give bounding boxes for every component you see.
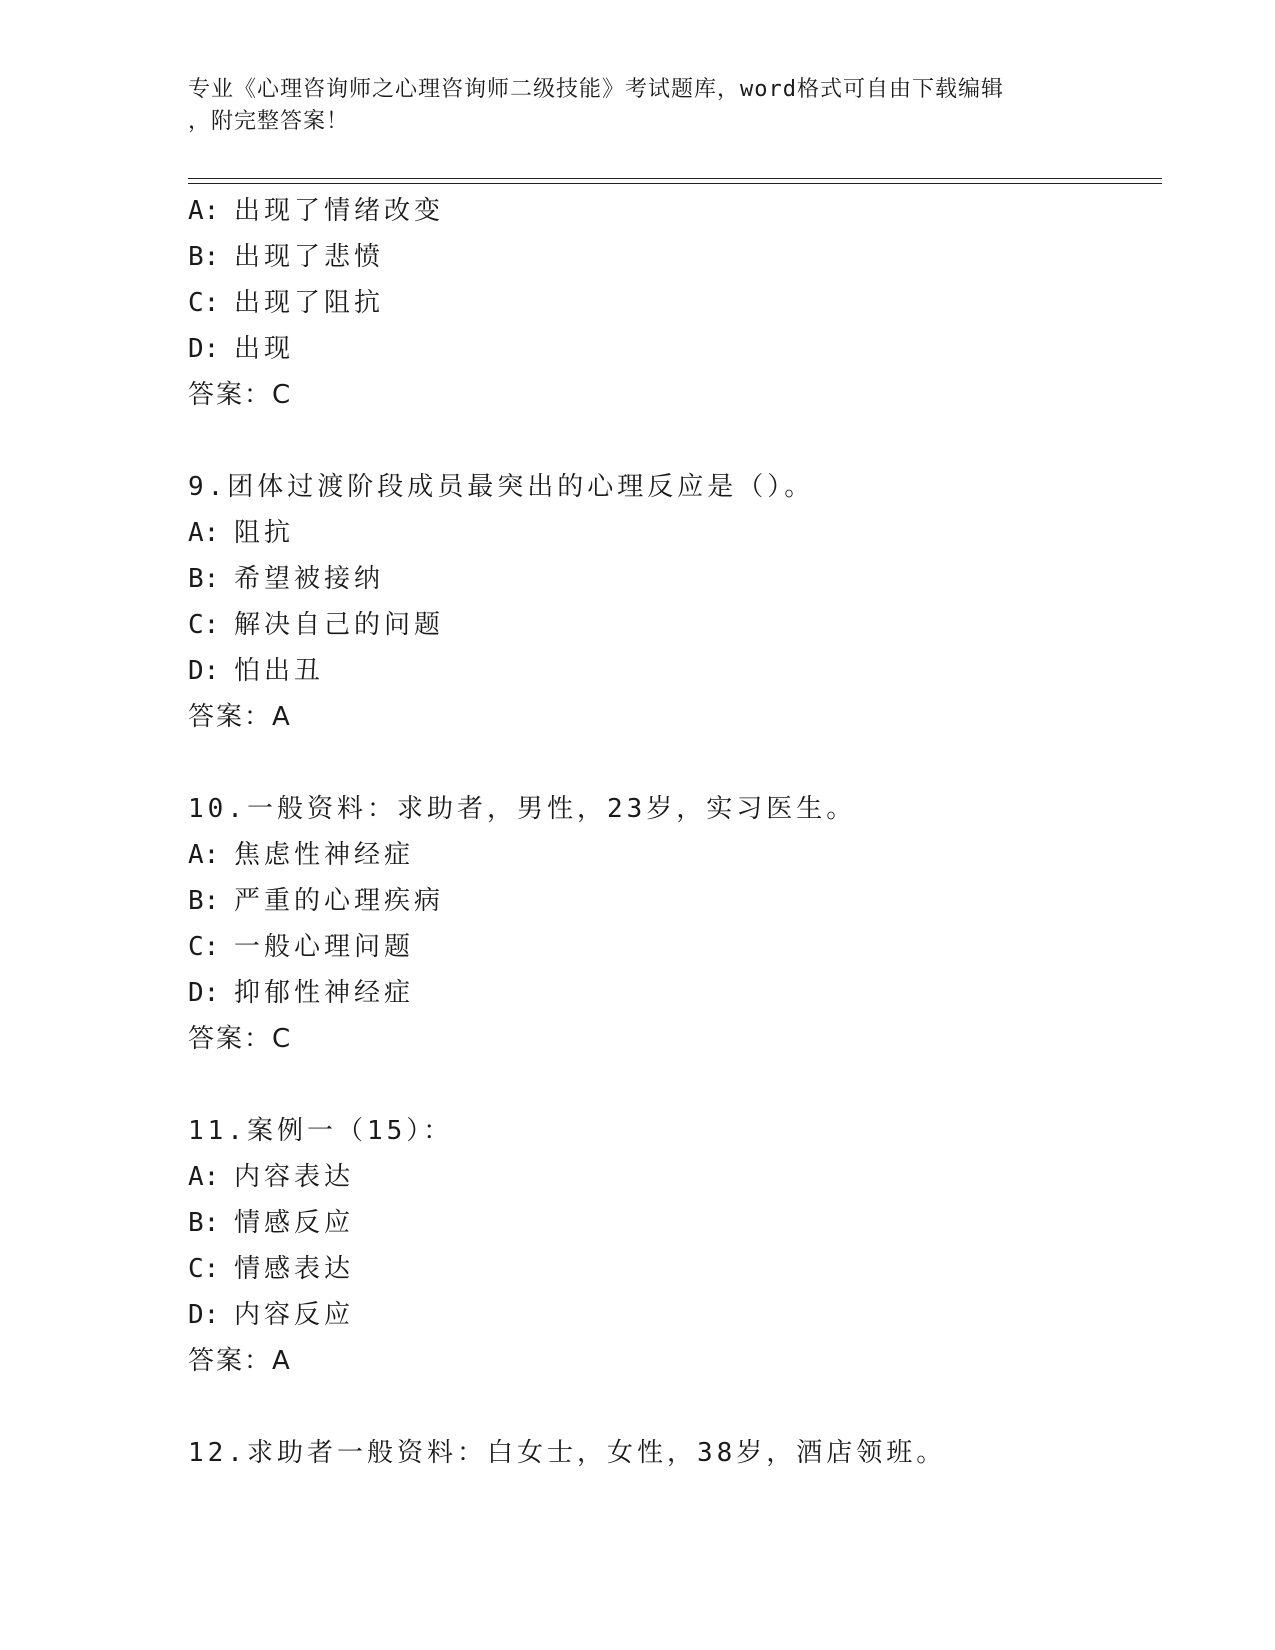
answer-line: 答案：A [188,702,292,732]
question-11 [188,1108,1162,1384]
option-b: B: 希望被接纳 [188,564,385,594]
answer-line: 答案：C [188,1024,293,1054]
spacer [188,740,1162,786]
question-text: 11.案例一（15）： [188,1116,454,1146]
question-text: 10.一般资料：求助者，男性，23岁，实习医生。 [188,794,857,824]
spacer [188,1384,1162,1430]
spacer [188,1062,1162,1108]
option-b: B: 出现了悲愤 [188,242,385,272]
option-b: B: 严重的心理疾病 [188,886,445,916]
header-line-1: 专业《心理咨询师之心理咨询师二级技能》考试题库，word格式可自由下载编辑 [188,77,1004,102]
header-line-2: ，附完整答案！ [188,109,350,134]
question-10 [188,786,1162,1062]
option-a: A: 阻抗 [188,518,295,548]
header-divider-bottom [188,183,1162,184]
spacer [188,418,1162,464]
question-text: 12.求助者一般资料：白女士，女性，38岁，酒店领班。 [188,1438,947,1468]
option-c: C: 一般心理问题 [188,932,415,962]
question-list [188,188,1162,1476]
option-c: C: 出现了阻抗 [188,288,385,318]
option-a: A: 出现了情绪改变 [188,196,445,226]
option-c: C: 情感表达 [188,1254,355,1284]
option-d: D: 怕出丑 [188,656,325,686]
option-c: C: 解决自己的问题 [188,610,445,640]
question-12 [188,1430,1162,1476]
option-b: B: 情感反应 [188,1208,355,1238]
question-9 [188,464,1162,740]
option-a: A: 焦虑性神经症 [188,840,415,870]
option-d: D: 内容反应 [188,1300,355,1330]
answer-line: 答案：A [188,1346,292,1376]
question-8 [188,188,1162,418]
header-divider-top [188,178,1162,179]
answer-line: 答案：C [188,380,293,410]
option-d: D: 抑郁性神经症 [188,978,415,1008]
question-text: 9.团体过渡阶段成员最突出的心理反应是（）。 [188,472,815,502]
option-d: D: 出现 [188,334,295,364]
document-header [188,74,1088,138]
option-a: A: 内容表达 [188,1162,355,1192]
